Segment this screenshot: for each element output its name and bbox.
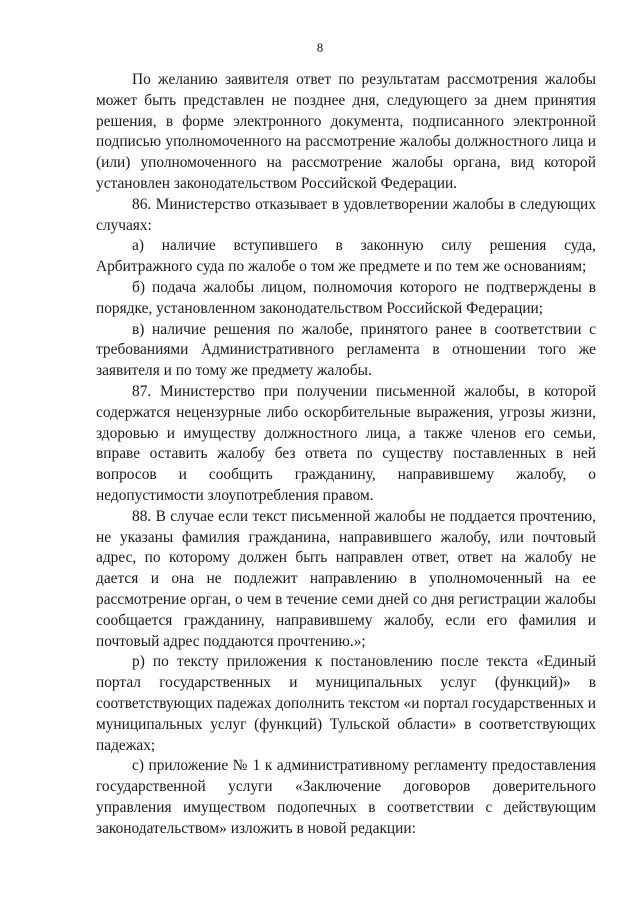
paragraph-86-a: а) наличие вступившего в законную силу решения суда, Арбитражного суда по жалобе о том же предмете и по тем же основаниям;	[96, 237, 596, 276]
paragraph-r: р) по тексту приложения к постановлению после текста «Единый портал государственных и муниципальных услуг (функций)» в соответствующих падежах дополнить текстом «и портал государственных и муниципальных услуг (функций) Тульской области» в соответствующих падежах;	[96, 653, 597, 754]
document-body	[96, 70, 596, 839]
paragraph-86: 86. Министерство отказывает в удовлетворении жалобы в следующих случаях:	[96, 195, 596, 234]
page-number: 8	[316, 40, 324, 55]
paragraph-88: 88. В случае если текст письменной жалобы не поддается прочтению, не указаны фамилия гражданина, направившего жалобу, или почтовый адрес, по которому должен быть направлен ответ, ответ на жалобу не дается и она не подлежит направлению в уполномоченный на ее рассмотрение орган, о чем в течение семи дней со дня регистрации жалобы сообщается гражданину, направившему жалобу, если его фамилия и почтовый адрес поддаются прочтению.»;	[96, 507, 596, 650]
paragraph-86-v: в) наличие решения по жалобе, принятого ранее в соответствии с требованиями Административного регламента в отношении того же заявителя и по тому же предмету жалобы.	[96, 320, 596, 380]
paragraph-response-form: По желанию заявителя ответ по результатам рассмотрения жалобы может быть представлен не позднее дня, следующего за днем принятия решения, в форме электронного документа, подписанного электронной подписью уполномоченного на рассмотрение жалобы должностного лица и (или) уполномоченного на рассмотрение жалобы органа, вид которой установлен законодательством Российской Федерации.	[96, 71, 596, 192]
paragraph-s: с) приложение № 1 к административному регламенту предоставления государственной услуги «Заключение договоров доверительного управления имуществом подопечных в соответствии с действующим законодательством» изложить в новой редакции:	[96, 757, 596, 837]
paragraph-87: 87. Министерство при получении письменной жалобы, в которой содержатся нецензурные либо оскорбительные выражения, угрозы жизни, здоровью и имуществу должностного лица, а также членов его семьи, вправе оставить жалобу без ответа по существу поставленных в ней вопросов и сообщить гражданину, направившему жалобу, о недопустимости злоупотребления правом.	[96, 382, 596, 504]
paragraph-86-b: б) подача жалобы лицом, полномочия которого не подтверждены в порядке, установленном законодательством Российской Федерации;	[96, 278, 596, 317]
